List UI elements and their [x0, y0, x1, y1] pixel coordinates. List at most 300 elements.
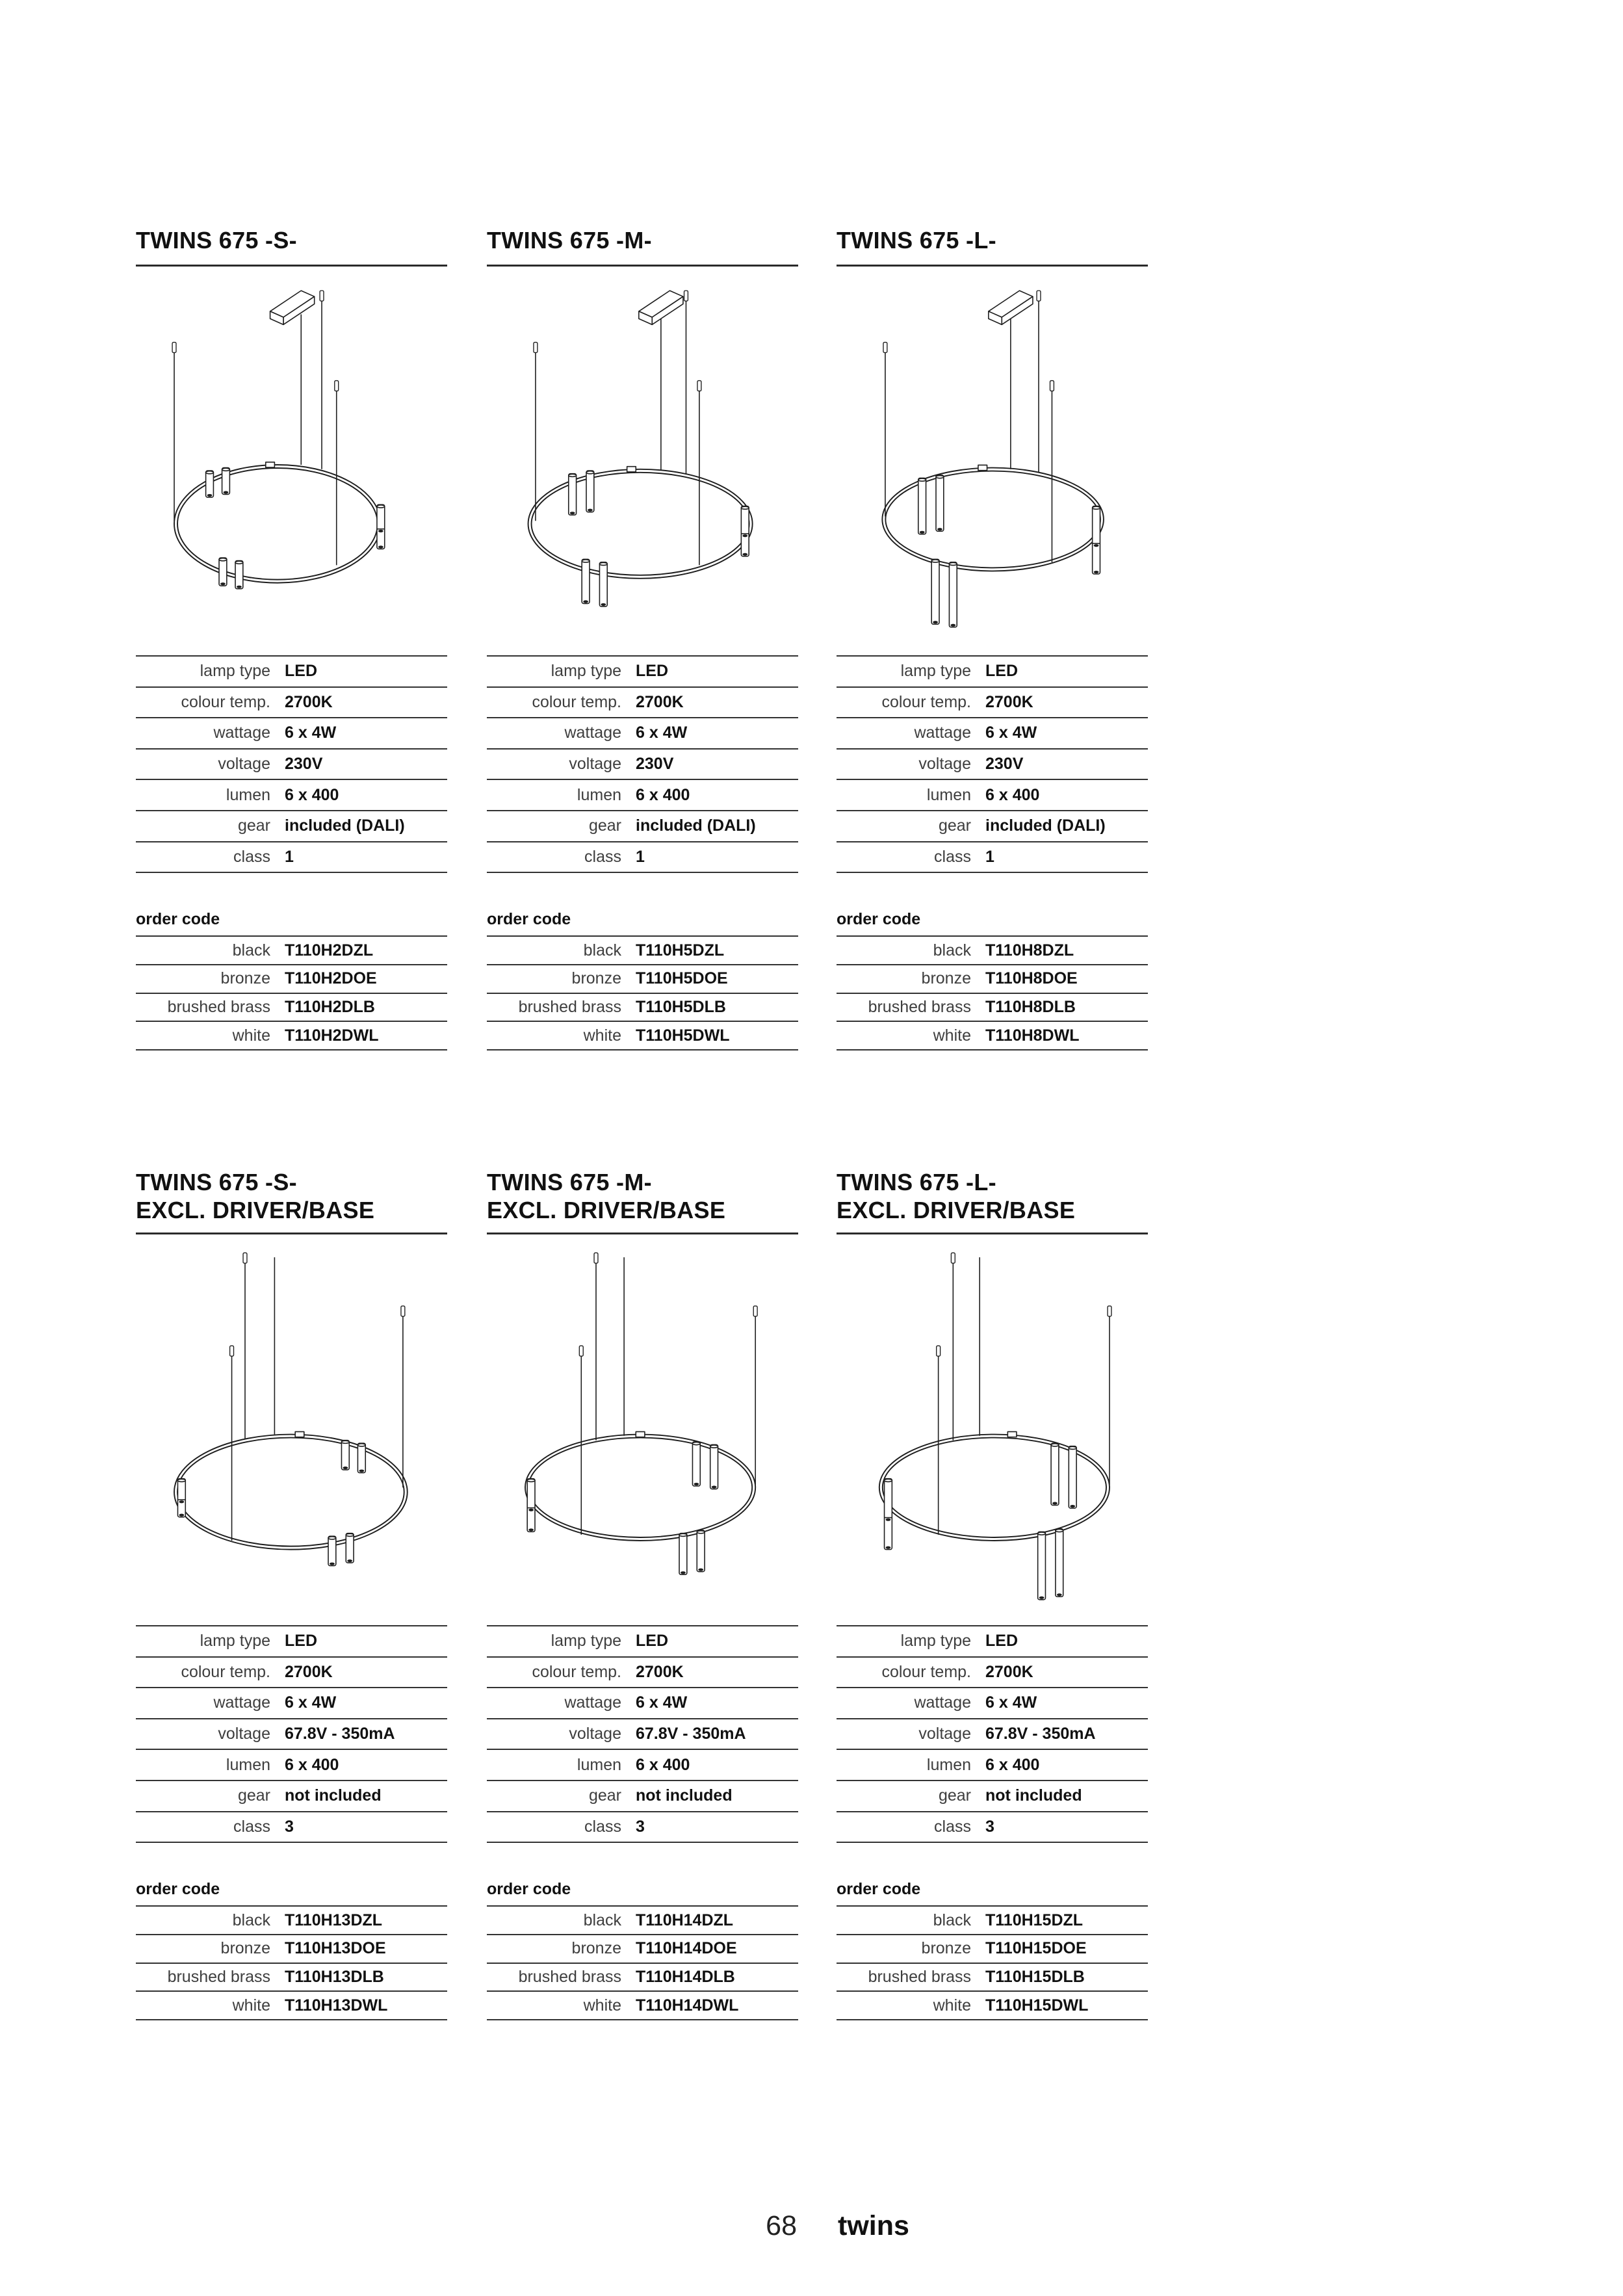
finish-label: brushed brass	[167, 998, 270, 1017]
spotlight-lens	[886, 1519, 891, 1521]
spotlight-lens	[1039, 1597, 1045, 1599]
spec-label: lamp type	[900, 662, 971, 681]
spec-label: wattage	[213, 1693, 270, 1712]
cable-connector	[951, 1253, 955, 1263]
order-code: T110H13DZL	[285, 1911, 383, 1929]
spotlight-cap	[377, 505, 385, 508]
spotlight-lens	[933, 621, 938, 623]
spec-row	[136, 750, 447, 781]
spec-label: gear	[938, 816, 971, 835]
order-code-row	[837, 1935, 1148, 1964]
order-code: T110H15DZL	[985, 1911, 1084, 1929]
spotlight-body	[235, 561, 243, 589]
spotlight	[936, 475, 944, 531]
spotlight-cap	[527, 1479, 535, 1481]
finish-label: black	[933, 1911, 971, 1929]
ring-outer	[174, 1435, 408, 1550]
spotlight-lens	[694, 1483, 699, 1485]
twin-spotlight	[1093, 506, 1100, 574]
spotlight-cap	[206, 471, 214, 474]
order-code: T110H2DZL	[285, 941, 374, 959]
spotlight-body	[949, 562, 957, 627]
order-code-row	[837, 994, 1148, 1023]
product-title	[136, 1168, 447, 1234]
spotlight	[710, 1444, 718, 1489]
finish-label: black	[583, 1911, 621, 1929]
ring-inner	[532, 473, 749, 575]
finish-label: bronze	[571, 969, 621, 988]
spec-value: 6 x 400	[285, 1755, 339, 1774]
spec-value: 2700K	[985, 1662, 1033, 1681]
spec-label: lamp type	[900, 1632, 971, 1650]
spotlight-lens	[1052, 1502, 1058, 1505]
spotlight-cap	[710, 1445, 718, 1448]
spotlight-body	[341, 1441, 349, 1470]
spotlight-lens	[698, 1569, 703, 1571]
spotlight-body	[936, 475, 944, 531]
spec-row	[487, 1719, 798, 1751]
spec-table	[487, 1625, 798, 1843]
spec-value: 67.8V - 350mA	[985, 1725, 1096, 1743]
order-code-heading: order code	[136, 1880, 220, 1899]
order-code: T110H5DLB	[636, 998, 726, 1017]
order-code-row	[837, 937, 1148, 965]
finish-label: white	[232, 1026, 270, 1045]
product-card	[487, 1168, 798, 2020]
finish-label: white	[583, 1026, 621, 1045]
spec-value: 6 x 4W	[636, 724, 688, 742]
cable-connector	[1050, 381, 1054, 391]
spotlight-lens	[179, 1514, 185, 1517]
order-code-row	[136, 1935, 447, 1964]
finish-label: brushed brass	[518, 998, 621, 1017]
spec-row	[837, 1812, 1148, 1844]
spec-value: 2700K	[985, 692, 1033, 711]
order-code: T110H5DWL	[636, 1026, 730, 1045]
spec-value: 3	[985, 1817, 994, 1836]
spec-value: 2700K	[285, 1662, 333, 1681]
spec-table	[136, 655, 447, 873]
spec-value: 6 x 400	[636, 785, 690, 804]
ring-joint	[1007, 1431, 1017, 1437]
spotlight-lens	[1070, 1505, 1075, 1507]
spotlight-body	[219, 558, 227, 586]
spec-row	[837, 1750, 1148, 1781]
spotlight	[949, 562, 957, 627]
order-code-row	[487, 1935, 798, 1964]
product-illustration	[136, 1251, 447, 1611]
spec-value: 1	[985, 847, 994, 866]
ring-joint	[978, 465, 987, 470]
spec-row	[136, 780, 447, 811]
spec-row	[837, 750, 1148, 781]
finish-label: bronze	[220, 1939, 270, 1958]
spotlight-lens	[528, 1509, 534, 1511]
spotlight	[357, 1443, 365, 1472]
spotlight-lens	[742, 534, 747, 537]
spec-row	[136, 1719, 447, 1751]
product-card	[136, 226, 447, 1050]
spotlight-cap	[219, 558, 227, 561]
spotlight-body	[346, 1533, 354, 1563]
ring-outer	[174, 465, 381, 583]
spec-value: included (DALI)	[636, 816, 756, 835]
order-code-row	[136, 1022, 447, 1050]
spotlight-body	[1093, 506, 1100, 574]
order-code-row	[136, 965, 447, 994]
spec-value: LED	[985, 662, 1018, 681]
order-code-row	[837, 1964, 1148, 1992]
order-code: T110H5DZL	[636, 941, 725, 959]
spec-table	[837, 1625, 1148, 1843]
product-illustration	[837, 1251, 1148, 1611]
spec-row	[487, 718, 798, 750]
finish-label: black	[232, 1911, 270, 1929]
order-code: T110H13DLB	[285, 1968, 384, 1987]
spec-row	[837, 780, 1148, 811]
spec-label: class	[233, 1817, 270, 1836]
spotlight-body	[1051, 1443, 1059, 1505]
product-title	[487, 1168, 798, 1234]
spotlight-body	[679, 1533, 687, 1575]
spec-row	[837, 1688, 1148, 1719]
spec-value: 6 x 400	[636, 1755, 690, 1774]
spotlight-lens	[570, 512, 575, 514]
spotlight-cap	[328, 1537, 336, 1539]
product-title	[837, 226, 1148, 267]
spotlight-lens	[378, 545, 383, 548]
spec-row	[837, 657, 1148, 688]
spotlight-cap	[346, 1533, 354, 1536]
cable-connector	[172, 343, 176, 353]
spotlight-lens	[920, 531, 925, 534]
finish-label: white	[933, 1996, 971, 2015]
spotlight	[1051, 1443, 1059, 1505]
cable-connector	[594, 1253, 598, 1263]
product-title-line: EXCL. DRIVER/BASE	[487, 1197, 726, 1223]
spec-row	[136, 657, 447, 688]
spotlight-lens	[378, 530, 383, 532]
spec-value: 6 x 400	[985, 785, 1040, 804]
cable-connector	[697, 381, 701, 391]
spec-label: voltage	[918, 755, 971, 774]
spotlight-lens	[950, 624, 955, 627]
spec-value: LED	[985, 1632, 1018, 1650]
ring-joint	[266, 462, 275, 467]
spotlight-body	[222, 468, 230, 495]
order-code: T110H2DOE	[285, 969, 377, 988]
ring-outer	[528, 469, 753, 579]
finish-label: white	[232, 1996, 270, 2015]
spec-value: not included	[985, 1786, 1082, 1805]
spotlight-lens	[886, 1546, 891, 1549]
spec-label: gear	[588, 816, 621, 835]
spotlight	[346, 1533, 354, 1563]
cable-connector	[320, 291, 324, 301]
spotlight-lens	[343, 1467, 348, 1469]
spec-label: class	[584, 1817, 621, 1836]
order-code-row	[136, 1964, 447, 1992]
spec-row	[136, 842, 447, 874]
spotlight-cap	[235, 561, 243, 564]
ring-inner	[177, 1438, 404, 1546]
order-code: T110H8DWL	[985, 1026, 1080, 1045]
spec-value: 6 x 4W	[285, 1693, 337, 1712]
product-illustration	[487, 285, 798, 645]
spec-row	[487, 657, 798, 688]
spec-label: lumen	[226, 785, 270, 804]
spec-label: wattage	[213, 724, 270, 742]
spec-label: gear	[938, 1786, 971, 1805]
cable-connector	[883, 343, 887, 353]
spec-row	[136, 1812, 447, 1844]
spotlight	[931, 559, 939, 624]
spec-label: colour temp.	[881, 692, 971, 711]
spec-value: 6 x 400	[285, 785, 339, 804]
order-code: T110H14DLB	[636, 1968, 735, 1987]
spec-label: wattage	[914, 724, 971, 742]
spotlight	[679, 1533, 687, 1575]
finish-label: black	[583, 941, 621, 959]
spec-row	[136, 718, 447, 750]
order-code-heading: order code	[136, 910, 220, 929]
spec-value: 6 x 4W	[985, 724, 1037, 742]
spec-table	[487, 655, 798, 873]
product-title	[837, 1168, 1148, 1234]
spotlight	[569, 474, 577, 515]
spotlight-lens	[207, 494, 213, 497]
order-code-row	[487, 1022, 798, 1050]
spec-label: colour temp.	[532, 1662, 621, 1681]
spotlight	[1056, 1529, 1063, 1597]
order-code-row	[487, 994, 798, 1023]
spotlight	[235, 561, 243, 589]
spec-row	[136, 1658, 447, 1689]
finish-label: black	[232, 941, 270, 959]
spec-label: voltage	[918, 1725, 971, 1743]
order-code-row	[136, 937, 447, 965]
spec-row	[487, 1658, 798, 1689]
finish-label: bronze	[571, 1939, 621, 1958]
spec-label: lamp type	[551, 662, 621, 681]
spec-label: lumen	[577, 1755, 621, 1774]
spec-value: 67.8V - 350mA	[285, 1725, 395, 1743]
spotlight-cap	[1051, 1444, 1059, 1446]
spec-label: colour temp.	[181, 692, 270, 711]
spotlight-cap	[586, 471, 594, 474]
spotlight-body	[357, 1443, 365, 1472]
spec-value: 2700K	[636, 692, 684, 711]
spotlight-cap	[569, 474, 577, 476]
spotlight-cap	[697, 1531, 705, 1533]
order-code: T110H15DWL	[985, 1996, 1089, 2015]
spotlight-lens	[1094, 544, 1099, 547]
spotlight-cap	[936, 476, 944, 478]
spec-value: 230V	[636, 755, 674, 774]
order-code: T110H14DZL	[636, 1911, 734, 1929]
spotlight-cap	[931, 560, 939, 562]
ring-joint	[627, 467, 636, 472]
spec-label: voltage	[569, 1725, 621, 1743]
order-code-table	[837, 935, 1148, 1050]
spotlight-body	[692, 1442, 700, 1486]
twin-spotlight	[885, 1479, 892, 1550]
spotlight-body	[931, 559, 939, 624]
spec-row	[487, 750, 798, 781]
spec-value: 3	[285, 1817, 294, 1836]
spotlight-cap	[222, 468, 230, 471]
cable-connector	[335, 381, 339, 391]
spotlight	[586, 471, 594, 512]
spec-value: 67.8V - 350mA	[636, 1725, 746, 1743]
spec-value: 6 x 400	[985, 1755, 1040, 1774]
spec-label: colour temp.	[881, 1662, 971, 1681]
spec-value: 3	[636, 1817, 645, 1836]
order-code: T110H14DWL	[636, 1996, 739, 2015]
spotlight-lens	[742, 553, 747, 556]
spec-label: lumen	[577, 785, 621, 804]
order-code-table	[837, 1905, 1148, 2020]
spotlight-body	[710, 1444, 718, 1489]
product-title	[487, 226, 798, 267]
cable-connector	[243, 1253, 247, 1263]
cable-connector	[937, 1346, 941, 1356]
spec-row	[136, 1750, 447, 1781]
spotlight-cap	[357, 1444, 365, 1446]
spec-label: class	[934, 847, 971, 866]
order-code-row	[487, 937, 798, 965]
cable-connector	[401, 1306, 405, 1316]
spec-row	[487, 1688, 798, 1719]
spec-row	[487, 1626, 798, 1658]
spotlight-lens	[179, 1500, 185, 1503]
spotlight-cap	[341, 1441, 349, 1443]
spotlight-body	[328, 1536, 336, 1565]
spotlight	[341, 1441, 349, 1470]
twin-spotlight	[741, 506, 749, 556]
spec-value: 6 x 4W	[285, 724, 337, 742]
twin-spotlight	[377, 504, 385, 549]
cable-connector	[534, 343, 538, 353]
spotlight-lens	[237, 586, 242, 588]
spec-value: LED	[636, 1632, 668, 1650]
spec-value: included (DALI)	[985, 816, 1106, 835]
spotlight-body	[697, 1530, 705, 1572]
order-code-heading: order code	[487, 1880, 571, 1899]
spec-label: gear	[237, 1786, 270, 1805]
spotlight-lens	[937, 528, 942, 530]
product-title-line: TWINS 675 -M-	[487, 227, 652, 254]
order-code: T110H8DLB	[985, 998, 1076, 1017]
twin-spotlight	[527, 1479, 535, 1532]
spotlight	[206, 471, 214, 497]
spec-value: 230V	[985, 755, 1024, 774]
spec-row	[837, 1626, 1148, 1658]
spotlight-body	[1056, 1529, 1063, 1597]
spec-label: class	[934, 1817, 971, 1836]
spec-label: voltage	[218, 755, 270, 774]
order-code-table	[136, 1905, 447, 2020]
spec-row	[487, 811, 798, 842]
spec-row	[487, 688, 798, 719]
spec-row	[837, 688, 1148, 719]
cable-connector	[753, 1306, 757, 1316]
order-code: T110H5DOE	[636, 969, 728, 988]
order-code-heading: order code	[837, 1880, 921, 1899]
spotlight	[328, 1536, 336, 1565]
order-code-row	[487, 1964, 798, 1992]
ring-outer	[525, 1435, 755, 1541]
order-code: T110H15DOE	[985, 1939, 1087, 1958]
spec-value: 6 x 4W	[636, 1693, 688, 1712]
spotlight-lens	[359, 1470, 364, 1472]
order-code-heading: order code	[487, 910, 571, 929]
product-title-line: TWINS 675 -L-	[837, 1169, 996, 1195]
finish-label: brushed brass	[868, 998, 971, 1017]
spec-value: LED	[285, 1632, 317, 1650]
spotlight-body	[918, 478, 926, 534]
spec-row	[487, 842, 798, 874]
order-code-row	[136, 994, 447, 1023]
spotlight-body	[1038, 1532, 1046, 1599]
spec-value: 230V	[285, 755, 323, 774]
order-code-row	[837, 965, 1148, 994]
spotlight-cap	[1093, 506, 1100, 509]
spotlight-cap	[177, 1479, 185, 1481]
cable-connector	[1108, 1306, 1111, 1316]
finish-label: white	[933, 1026, 971, 1045]
order-code: T110H8DOE	[985, 969, 1078, 988]
spec-label: lamp type	[551, 1632, 621, 1650]
spotlight	[918, 478, 926, 534]
spec-row	[136, 811, 447, 842]
spec-label: gear	[237, 816, 270, 835]
spotlight	[1038, 1532, 1046, 1599]
spec-row	[487, 1750, 798, 1781]
order-code: T110H15DLB	[985, 1968, 1085, 1987]
spec-row	[837, 1719, 1148, 1751]
finish-label: white	[583, 1996, 621, 2015]
ring-inner	[885, 471, 1100, 568]
spotlight-body	[582, 559, 590, 603]
spotlight-body	[1069, 1446, 1076, 1508]
spotlight-lens	[601, 603, 606, 606]
spotlight-body	[527, 1479, 535, 1532]
cable-connector	[684, 291, 688, 301]
product-illustration	[136, 285, 447, 645]
spec-label: lamp type	[200, 662, 270, 681]
spec-label: wattage	[564, 1693, 621, 1712]
order-code: T110H2DLB	[285, 998, 375, 1017]
product-title-line: TWINS 675 -M-	[487, 1169, 652, 1195]
spotlight-lens	[1094, 571, 1099, 573]
spotlight-body	[177, 1479, 185, 1517]
spec-label: lumen	[226, 1755, 270, 1774]
spec-label: class	[584, 847, 621, 866]
spotlight-lens	[330, 1563, 335, 1565]
finish-label: black	[933, 941, 971, 959]
spec-value: 2700K	[285, 692, 333, 711]
spec-row	[136, 1626, 447, 1658]
order-code: T110H8DZL	[985, 941, 1074, 959]
product-card	[837, 226, 1148, 1050]
spec-label: wattage	[564, 724, 621, 742]
spotlight-lens	[1057, 1593, 1062, 1596]
spotlight-lens	[712, 1486, 717, 1489]
spec-label: voltage	[218, 1725, 270, 1743]
spotlight-lens	[583, 600, 588, 603]
order-code-table	[487, 1905, 798, 2020]
